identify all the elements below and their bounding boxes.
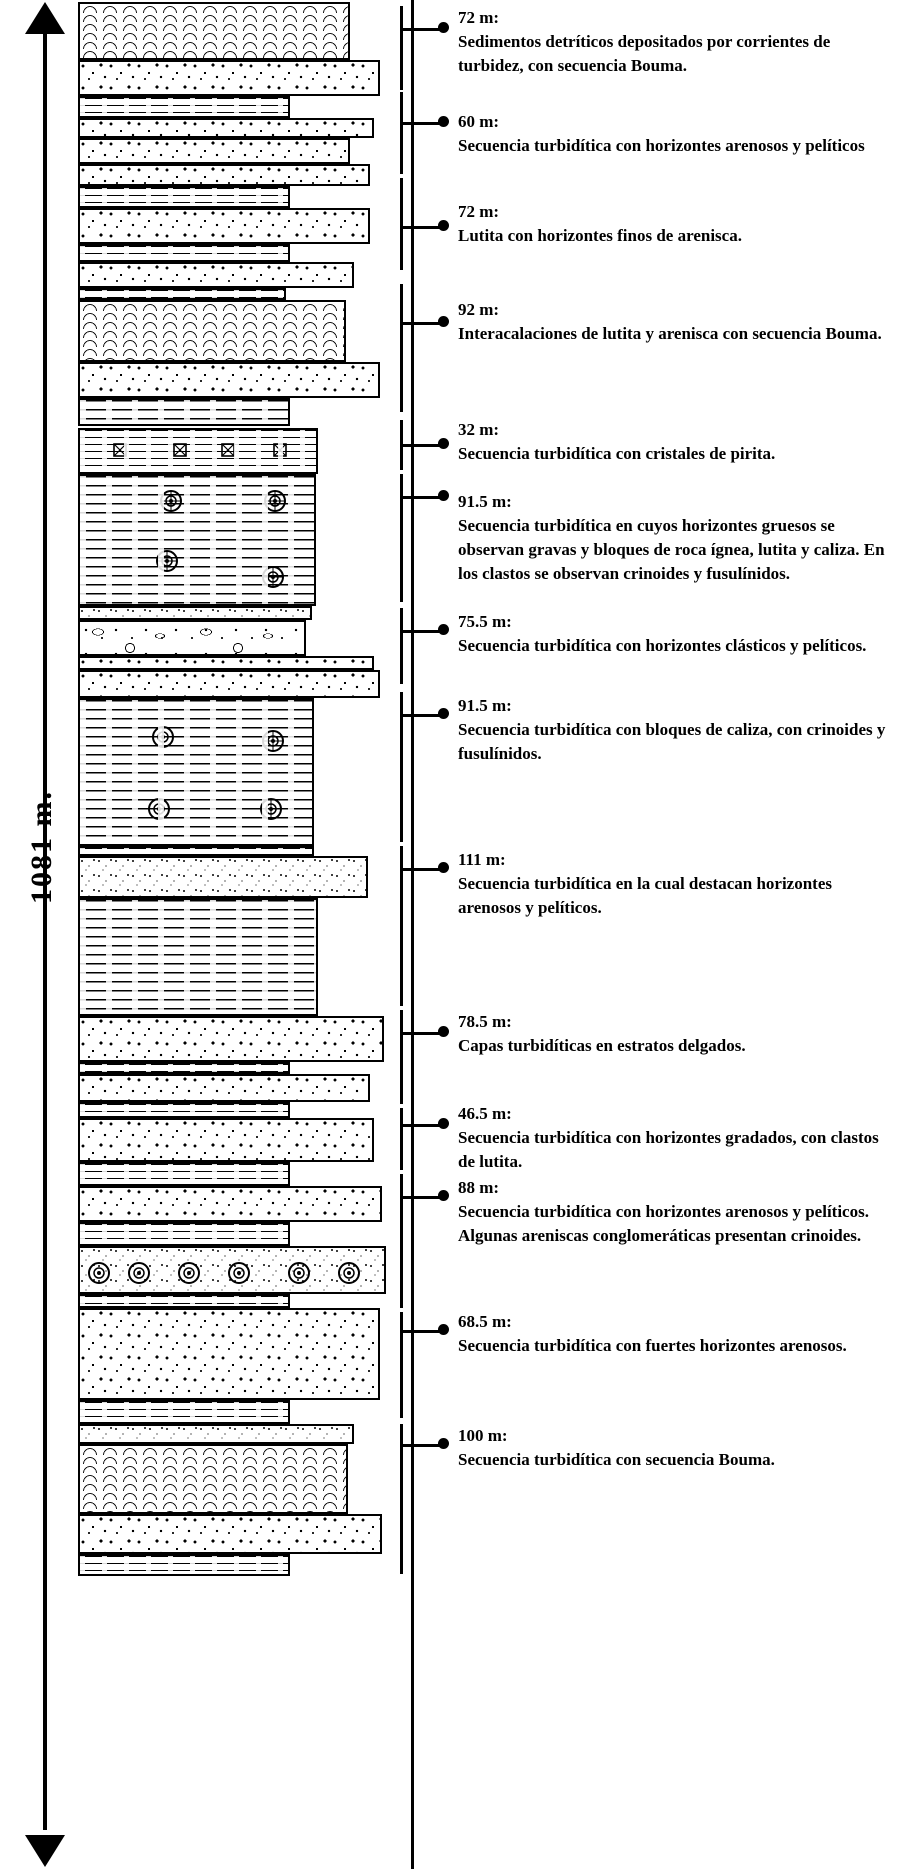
bed-conglomerate xyxy=(78,620,306,656)
annotation-depth: 72 m: xyxy=(458,8,500,27)
bed-crinoid-conglomeratic-sandstone xyxy=(78,1246,386,1294)
annotation-depth: 75.5 m: xyxy=(458,612,512,631)
scale-axis-line xyxy=(43,30,47,1830)
crinoid-fossil-icon xyxy=(262,488,288,514)
crinoid-fossil-icon xyxy=(176,1260,202,1286)
bed-sandstone xyxy=(78,1118,374,1162)
bed-sandstone xyxy=(78,60,380,96)
bed-sandstone xyxy=(78,656,374,670)
bed-shale xyxy=(78,1222,290,1246)
annotation-item xyxy=(458,1102,888,1174)
bed-siltstone xyxy=(78,1424,354,1444)
bed-sandstone xyxy=(78,262,354,288)
bed-wavy-bouma xyxy=(78,1444,348,1514)
bed-sandstone xyxy=(78,118,374,138)
crinoid-fossil-icon xyxy=(86,1260,112,1286)
annotation-item xyxy=(458,1176,888,1248)
annotation-description: Secuencia turbidítica en cuyos horizontes gruesos se observan gravas y bloques de roca ígnea, lutita y caliza. En los clastos se observan crinoides y fusulínidos. xyxy=(458,516,885,583)
annotation-description: Secuencia turbidítica con horizontes gradados, con clastos de lutita. xyxy=(458,1128,879,1171)
lithology-column xyxy=(78,0,388,1869)
annotation-description: Secuencia turbidítica con bloques de caliza, con crinoides y fusulínidos. xyxy=(458,720,886,763)
annotation-depth: 78.5 m: xyxy=(458,1012,512,1031)
annotation-item xyxy=(458,1424,888,1472)
annotation-item xyxy=(458,298,888,346)
annotation-description: Interacalaciones de lutita y arenisca con secuencia Bouma. xyxy=(458,324,882,343)
annotation-description: Sedimentos detríticos depositados por corrientes de turbidez, con secuencia Bouma. xyxy=(458,32,831,75)
annotation-item xyxy=(458,418,888,466)
annotation-item xyxy=(458,1010,888,1058)
pyrite-crystal-icon xyxy=(220,442,236,458)
pyrite-crystal-icon xyxy=(172,442,188,458)
bed-shale xyxy=(78,244,290,262)
bed-sandstone xyxy=(78,670,380,698)
crinoid-fossil-icon xyxy=(146,796,172,822)
annotation-description: Secuencia turbidítica con fuertes horizontes arenosos. xyxy=(458,1336,847,1355)
bed-shale xyxy=(78,1062,290,1074)
bed-shale xyxy=(78,1294,290,1308)
annotation-depth: 111 m: xyxy=(458,850,506,869)
vertical-scale-axis xyxy=(10,0,70,1869)
bed-siltstone xyxy=(78,856,368,898)
bed-shale xyxy=(78,398,290,426)
annotation-item xyxy=(458,694,888,766)
annotation-item xyxy=(458,110,888,158)
crinoid-fossil-icon xyxy=(158,488,184,514)
bed-shale xyxy=(78,898,318,1016)
bed-shale-with-limestone-blocks xyxy=(78,474,316,606)
bed-sandstone xyxy=(78,1016,384,1062)
bed-shale xyxy=(78,846,314,856)
bed-shale xyxy=(78,96,290,118)
bed-sandstone xyxy=(78,362,380,398)
annotation-item xyxy=(458,200,888,248)
arrow-down-icon xyxy=(25,1835,65,1867)
bed-shale xyxy=(78,186,290,208)
annotation-depth: 72 m: xyxy=(458,202,500,221)
column-annotation-divider xyxy=(411,0,414,1869)
bed-shale xyxy=(78,1162,290,1186)
annotation-description: Secuencia turbidítica con horizontes arenosos y pelíticos. Algunas areniscas conglomeráticas presentan crinoides. xyxy=(458,1202,869,1245)
bed-shale-with-limestone-blocks xyxy=(78,698,314,846)
bed-sandstone xyxy=(78,1308,380,1400)
bed-sandstone xyxy=(78,138,350,164)
annotation-description: Secuencia turbidítica con horizontes arenosos y pelíticos xyxy=(458,136,865,155)
crinoid-fossil-icon xyxy=(260,564,286,590)
bed-sandstone xyxy=(78,1074,370,1102)
annotation-description: Secuencia turbidítica con horizontes clásticos y pelíticos. xyxy=(458,636,867,655)
total-thickness-label: 1081 m. xyxy=(25,790,58,904)
annotation-item xyxy=(458,1310,888,1358)
bed-wavy-bouma xyxy=(78,2,350,60)
annotation-depth: 91.5 m: xyxy=(458,492,512,511)
bed-sandstone xyxy=(78,164,370,186)
annotation-depth: 68.5 m: xyxy=(458,1312,512,1331)
annotation-description: Lutita con horizontes finos de arenisca. xyxy=(458,226,742,245)
bed-shale xyxy=(78,1400,290,1424)
bed-shale xyxy=(78,1554,290,1576)
annotation-depth: 46.5 m: xyxy=(458,1104,512,1123)
crinoid-fossil-icon xyxy=(226,1260,252,1286)
annotation-depth: 92 m: xyxy=(458,300,500,319)
annotation-item xyxy=(458,848,888,920)
bed-wavy-bouma xyxy=(78,300,346,362)
annotation-description: Capas turbidíticas en estratos delgados. xyxy=(458,1036,746,1055)
crinoid-fossil-icon xyxy=(154,548,180,574)
pyrite-crystal-icon xyxy=(112,442,128,458)
bed-shale xyxy=(78,1102,290,1118)
bed-pyrite-bearing xyxy=(78,428,318,474)
annotation-depth: 60 m: xyxy=(458,112,500,131)
annotation-depth: 91.5 m: xyxy=(458,696,512,715)
bed-sandstone xyxy=(78,1514,382,1554)
annotation-item xyxy=(458,6,888,78)
crinoid-fossil-icon xyxy=(150,724,176,750)
crinoid-fossil-icon xyxy=(260,728,286,754)
annotation-item xyxy=(458,490,888,586)
bed-siltstone xyxy=(78,606,312,620)
pyrite-crystal-icon xyxy=(272,442,288,458)
annotation-description: Secuencia turbidítica con cristales de pirita. xyxy=(458,444,776,463)
bed-sandstone xyxy=(78,208,370,244)
crinoid-fossil-icon xyxy=(258,796,284,822)
crinoid-fossil-icon xyxy=(286,1260,312,1286)
bed-shale xyxy=(78,288,286,300)
crinoid-fossil-icon xyxy=(336,1260,362,1286)
annotation-description: Secuencia turbidítica con secuencia Bouma. xyxy=(458,1450,775,1469)
crinoid-fossil-icon xyxy=(126,1260,152,1286)
arrow-up-icon xyxy=(25,2,65,34)
annotation-depth: 32 m: xyxy=(458,420,500,439)
annotation-depth: 88 m: xyxy=(458,1178,500,1197)
annotation-depth: 100 m: xyxy=(458,1426,508,1445)
bed-sandstone xyxy=(78,1186,382,1222)
annotation-description: Secuencia turbidítica en la cual destacan horizontes arenosos y pelíticos. xyxy=(458,874,832,917)
annotation-item xyxy=(458,610,888,658)
